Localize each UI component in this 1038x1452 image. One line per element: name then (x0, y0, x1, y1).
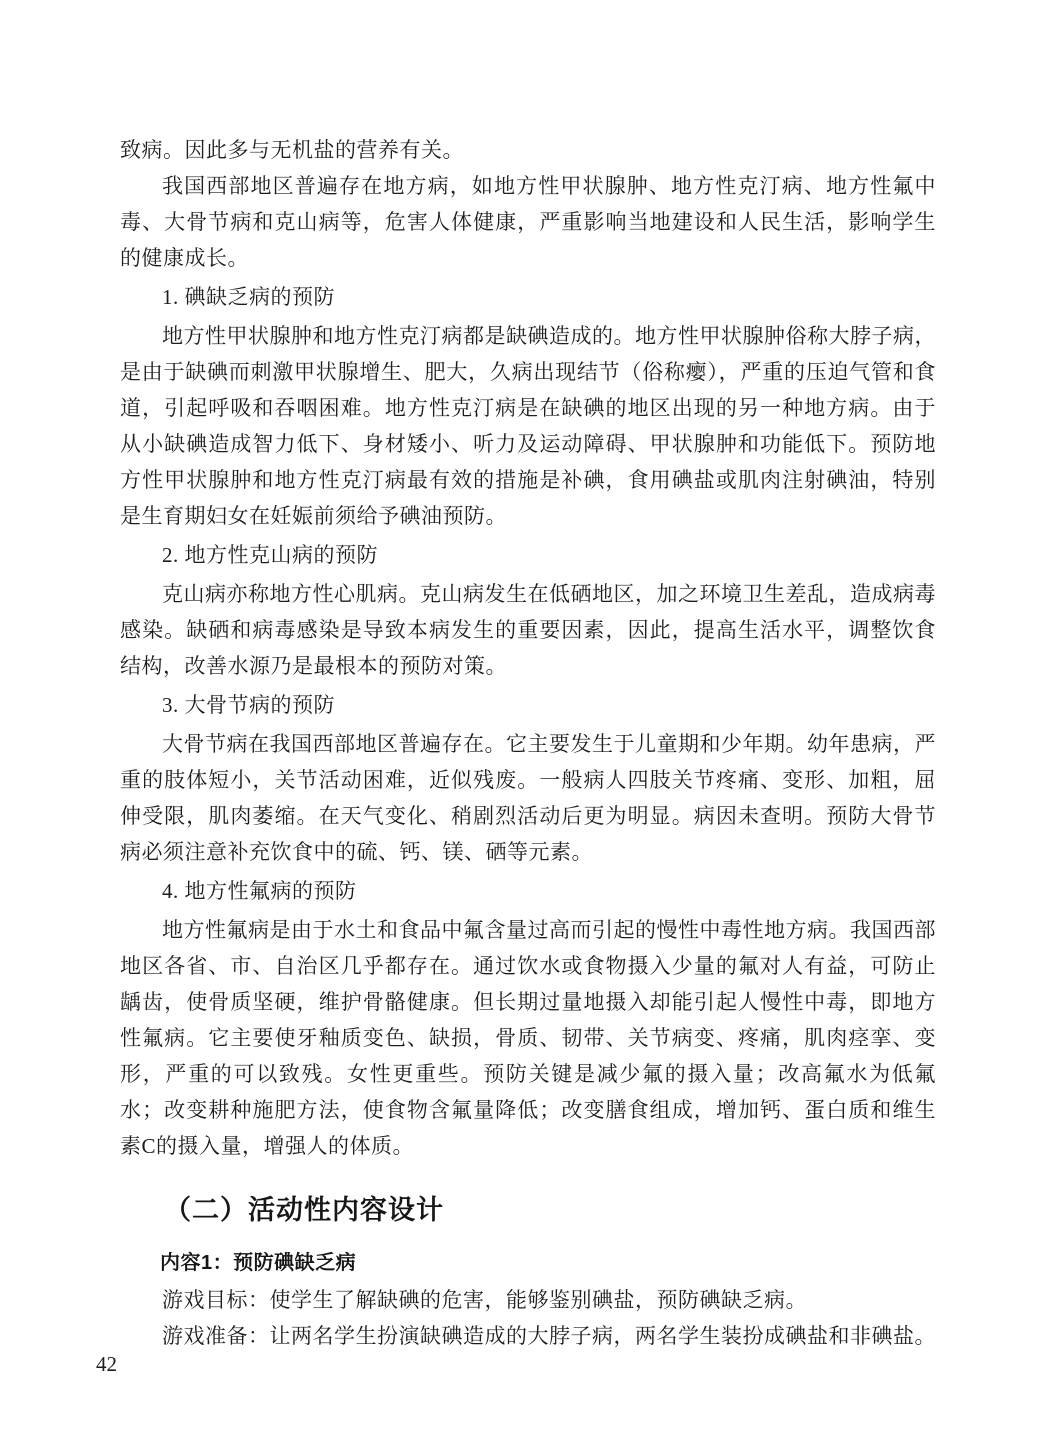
content1-heading: 内容1：预防碘缺乏病 (160, 1252, 357, 1274)
paragraph-game-prep: 游戏准备：让两名学生扮演缺碘造成的大脖子病，两名学生装扮成碘盐和非碘盐。 (162, 1324, 936, 1348)
page-number: 42 (96, 1352, 117, 1376)
section-heading-activity-design: （二）活动性内容设计 (164, 1195, 444, 1225)
heading-iodine-deficiency: 1. 碘缺乏病的预防 (162, 285, 335, 309)
paragraph-intro-continuation: 致病。因此多与无机盐的营养有关。 (120, 138, 464, 162)
paragraph-intro: 我国西部地区普遍存在地方病，如地方性甲状腺肿、地方性克汀病、地方性氟中毒、大骨节病和克山病等，危害人体健康，严重影响当地建设和人民生活，影响学生的健康成长。 (120, 174, 936, 270)
heading-keshan-disease: 2. 地方性克山病的预防 (162, 543, 378, 567)
body-text (120, 132, 936, 1354)
paragraph-keshan-disease: 克山病亦称地方性心肌病。克山病发生在低硒地区，加之环境卫生差乱，造成病毒感染。缺硒和病毒感染是导致本病发生的重要因素，因此，提高生活水平，调整饮食结构，改善水源乃是最根本的预防对策。 (120, 582, 936, 678)
paragraph-kashin-beck-disease: 大骨节病在我国西部地区普遍存在。它主要发生于儿童期和少年期。幼年患病，严重的肢体短小，关节活动困难，近似残废。一般病人四肢关节疼痛、变形、加粗，屈伸受限，肌肉萎缩。在天气变化、稍剧烈活动后更为明显。病因未查明。预防大骨节病必须注意补充饮食中的硫、钙、镁、硒等元素。 (120, 732, 936, 864)
heading-fluorosis: 4. 地方性氟病的预防 (162, 879, 357, 903)
paragraph-iodine-deficiency: 地方性甲状腺肿和地方性克汀病都是缺碘造成的。地方性甲状腺肿俗称大脖子病，是由于缺碘而刺激甲状腺增生、肥大，久病出现结节（俗称瘿），严重的压迫气管和食道，引起呼吸和吞咽困难。地方性克汀病是在缺碘的地区出现的另一种地方病。由于从小缺碘造成智力低下、身材矮小、听力及运动障碍、甲状腺肿和功能低下。预防地方性甲状腺肿和地方性克汀病最有效的措施是补碘，食用碘盐或肌肉注射碘油，特别是生育期妇女在妊娠前须给予碘油预防。 (120, 324, 936, 528)
paragraph-fluorosis: 地方性氟病是由于水土和食品中氟含量过高而引起的慢性中毒性地方病。我国西部地区各省、市、自治区几乎都存在。通过饮水或食物摄入少量的氟对人有益，可防止龋齿，使骨质坚硬，维护骨骼健康。但长期过量地摄入却能引起人慢性中毒，即地方性氟病。它主要使牙釉质变色、缺损，骨质、韧带、关节病变、疼痛，肌肉痉挛、变形，严重的可以致残。女性更重些。预防关键是减少氟的摄入量；改高氟水为低氟水；改变耕种施肥方法，使食物含氟量降低；改变膳食组成，增加钙、蛋白质和维生素C的摄入量，增强人的体质。 (120, 918, 936, 1158)
heading-kashin-beck-disease: 3. 大骨节病的预防 (162, 693, 335, 717)
paragraph-game-goal: 游戏目标：使学生了解缺碘的危害，能够鉴别碘盐，预防碘缺乏病。 (162, 1288, 807, 1312)
